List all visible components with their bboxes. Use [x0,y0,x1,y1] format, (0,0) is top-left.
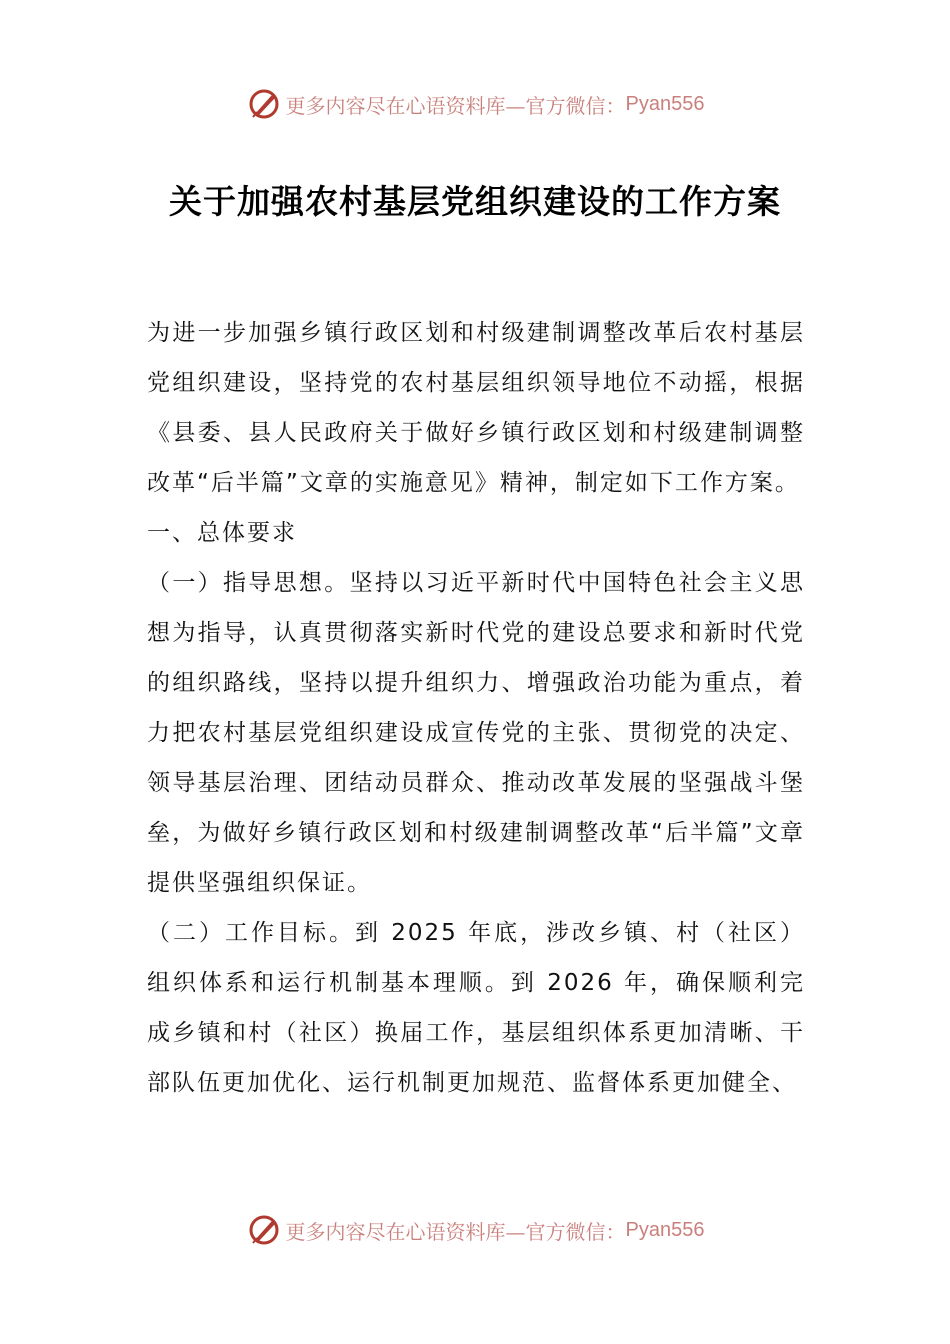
section-heading: 一、总体要求 [147,520,297,546]
footer-banner [0,1210,950,1250]
document-body [147,308,805,1108]
header-banner [0,84,950,124]
banner-text: 更多内容尽在心语资料库—官方微信： [285,1219,626,1244]
banner-text: 更多内容尽在心语资料库—官方微信： [285,93,626,118]
paragraph-work-goals: （二）工作目标。到 2025 年底，涉改乡镇、村（社区）组织体系和运行机制基本理顺。到 2026 年，确保顺利完成乡镇和村（社区）换届工作，基层组织体系更加清晰、干部队伍更加优化、运行机制更加规范、监督体系更加健全、 [147,920,805,1096]
banner-wechat-id: Pyan556 [625,92,705,115]
quill-logo-icon [246,86,282,122]
quill-logo-icon [246,1212,282,1248]
paragraph-guiding-thought: （一）指导思想。坚持以习近平新时代中国特色社会主义思想为指导，认真贯彻落实新时代党的建设总要求和新时代党的组织路线，坚持以提升组织力、增强政治功能为重点，着力把农村基层党组织建设成宣传党的主张、贯彻党的决定、领导基层治理、团结动员群众、推动改革发展的坚强战斗堡垒，为做好乡镇行政区划和村级建制调整改革“后半篇”文章提供坚强组织保证。 [147,570,805,896]
paragraph-intro: 为进一步加强乡镇行政区划和村级建制调整改革后农村基层党组织建设，坚持党的农村基层组织领导地位不动摇，根据《县委、县人民政府关于做好乡镇行政区划和村级建制调整改革“后半篇”文章的实施意见》精神，制定如下工作方案。 [147,320,805,496]
banner-wechat-id: Pyan556 [625,1218,705,1241]
document-title: 关于加强农村基层党组织建设的工作方案 [169,182,781,221]
